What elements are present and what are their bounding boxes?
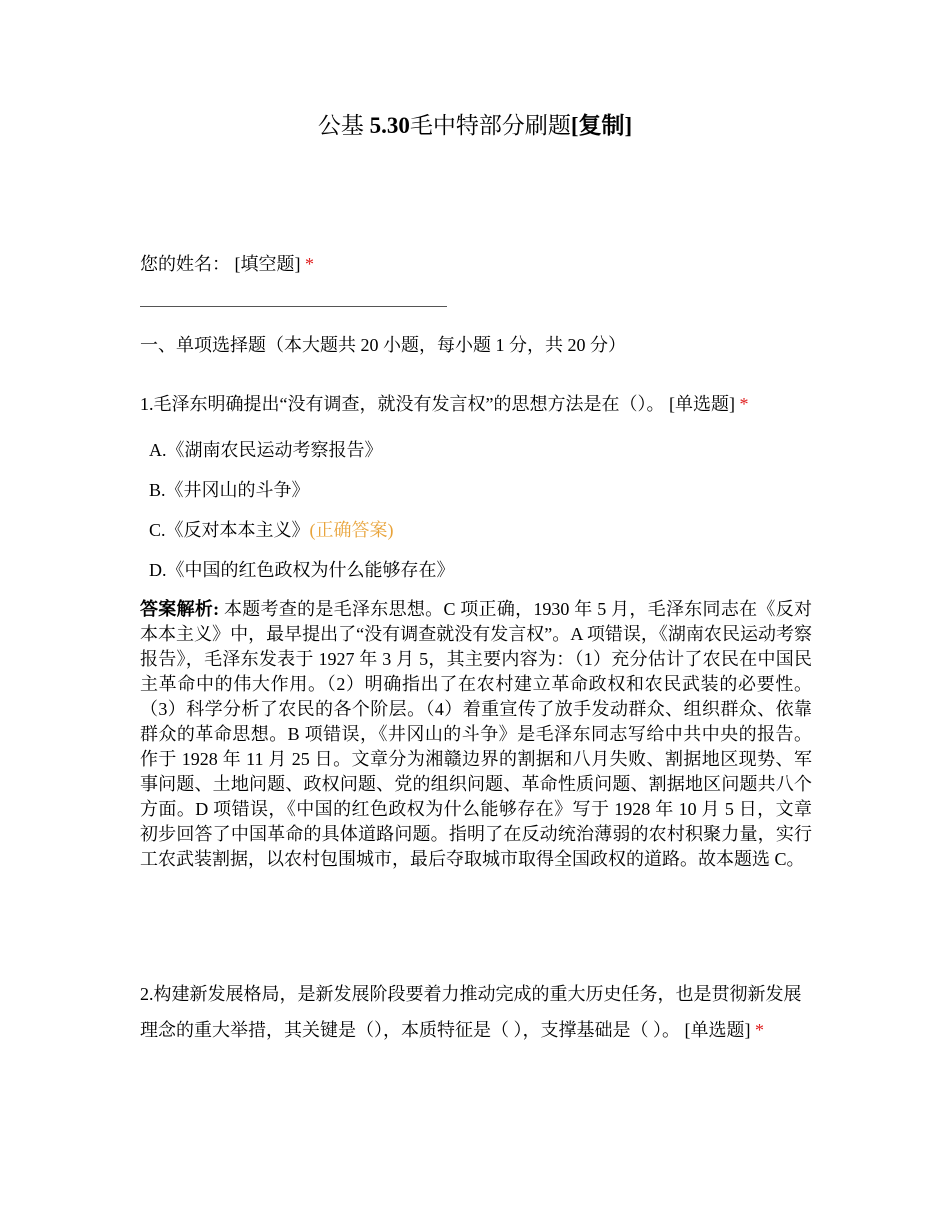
page-title [0,110,950,142]
question-1-text: 1.毛泽东明确提出“没有调查，就没有发言权”的思想方法是在（）。 [140,394,665,414]
required-mark: * [755,1020,764,1040]
title-suffix: [复制] [570,113,633,138]
option-d-label: D.《中国的红色政权为什么能够存在》 [149,560,455,580]
option-b[interactable] [149,478,310,502]
answer-analysis [140,597,812,872]
required-mark: * [739,394,749,414]
name-question [140,252,314,276]
option-c[interactable] [149,518,394,542]
option-d[interactable] [149,558,455,582]
title-number: 5.30 [369,113,410,138]
name-question-label: 您的姓名： [140,254,230,274]
question-2-type: [单选题] [684,1020,751,1040]
name-answer-line[interactable] [140,306,447,307]
analysis-text: 本题考查的是毛泽东思想。C 项正确，1930 年 5 月，毛泽东同志在《反对本本主义》中，最早提出了“没有调查就没有发言权”。A 项错误，《湖南农民运动考察报告》，毛泽东发表于 1927 年 3 月 5，其主要内容为：（1）充分估计了农民在中国民主革命中的伟大作用。（2）明确指出了在农村建立革命政权和农民武装的必要性。（3）科学分析了农民的各个阶层。（4）着重宣传了放手发动群众、组织群众、依靠群众的革命思想。B 项错误，《井冈山的斗争》是毛泽东同志写给中共中央的报告。作于 1928 年 11 月 25 日。文章分为湘赣边界的割据和八月失败、割据地区现势、军事问题、土地问题、政权问题、党的组织问题、革命性质问题、割据地区问题共八个方面。D 项错误，《中国的红色政权为什么能够存在》写于 1928 年 10 月 5 日，文章初步回答了中国革命的具体道路问题。指明了在反动统治薄弱的农村积聚力量，实行工农武装割据，以农村包围城市，最后夺取城市取得全国政权的道路。故本题选 C。 [140,599,812,869]
option-c-label: C.《反对本本主义》 [149,520,310,540]
question-2-text: 2.构建新发展格局，是新发展阶段要着力推动完成的重大历史任务，也是贯彻新发展理念的重大举措，其关键是（），本质特征是（ ），支撑基础是（ ）。 [140,984,802,1040]
name-question-type: [填空题] [234,254,301,274]
question-2 [140,976,812,1048]
question-1 [140,392,748,416]
title-middle: 毛中特部分刷题 [409,113,571,138]
title-prefix: 公基 [317,113,364,138]
question-1-type: [单选题] [668,394,735,414]
section-heading: 一、单项选择题（本大题共 20 小题，每小题 1 分，共 20 分） [140,335,626,355]
correct-answer-tag: (正确答案) [309,520,394,540]
analysis-label: 答案解析: [140,599,220,619]
required-mark: * [305,254,314,274]
option-b-label: B.《井冈山的斗争》 [149,480,310,500]
option-a-label: A.《湖南农民运动考察报告》 [149,440,383,460]
option-a[interactable] [149,438,383,462]
